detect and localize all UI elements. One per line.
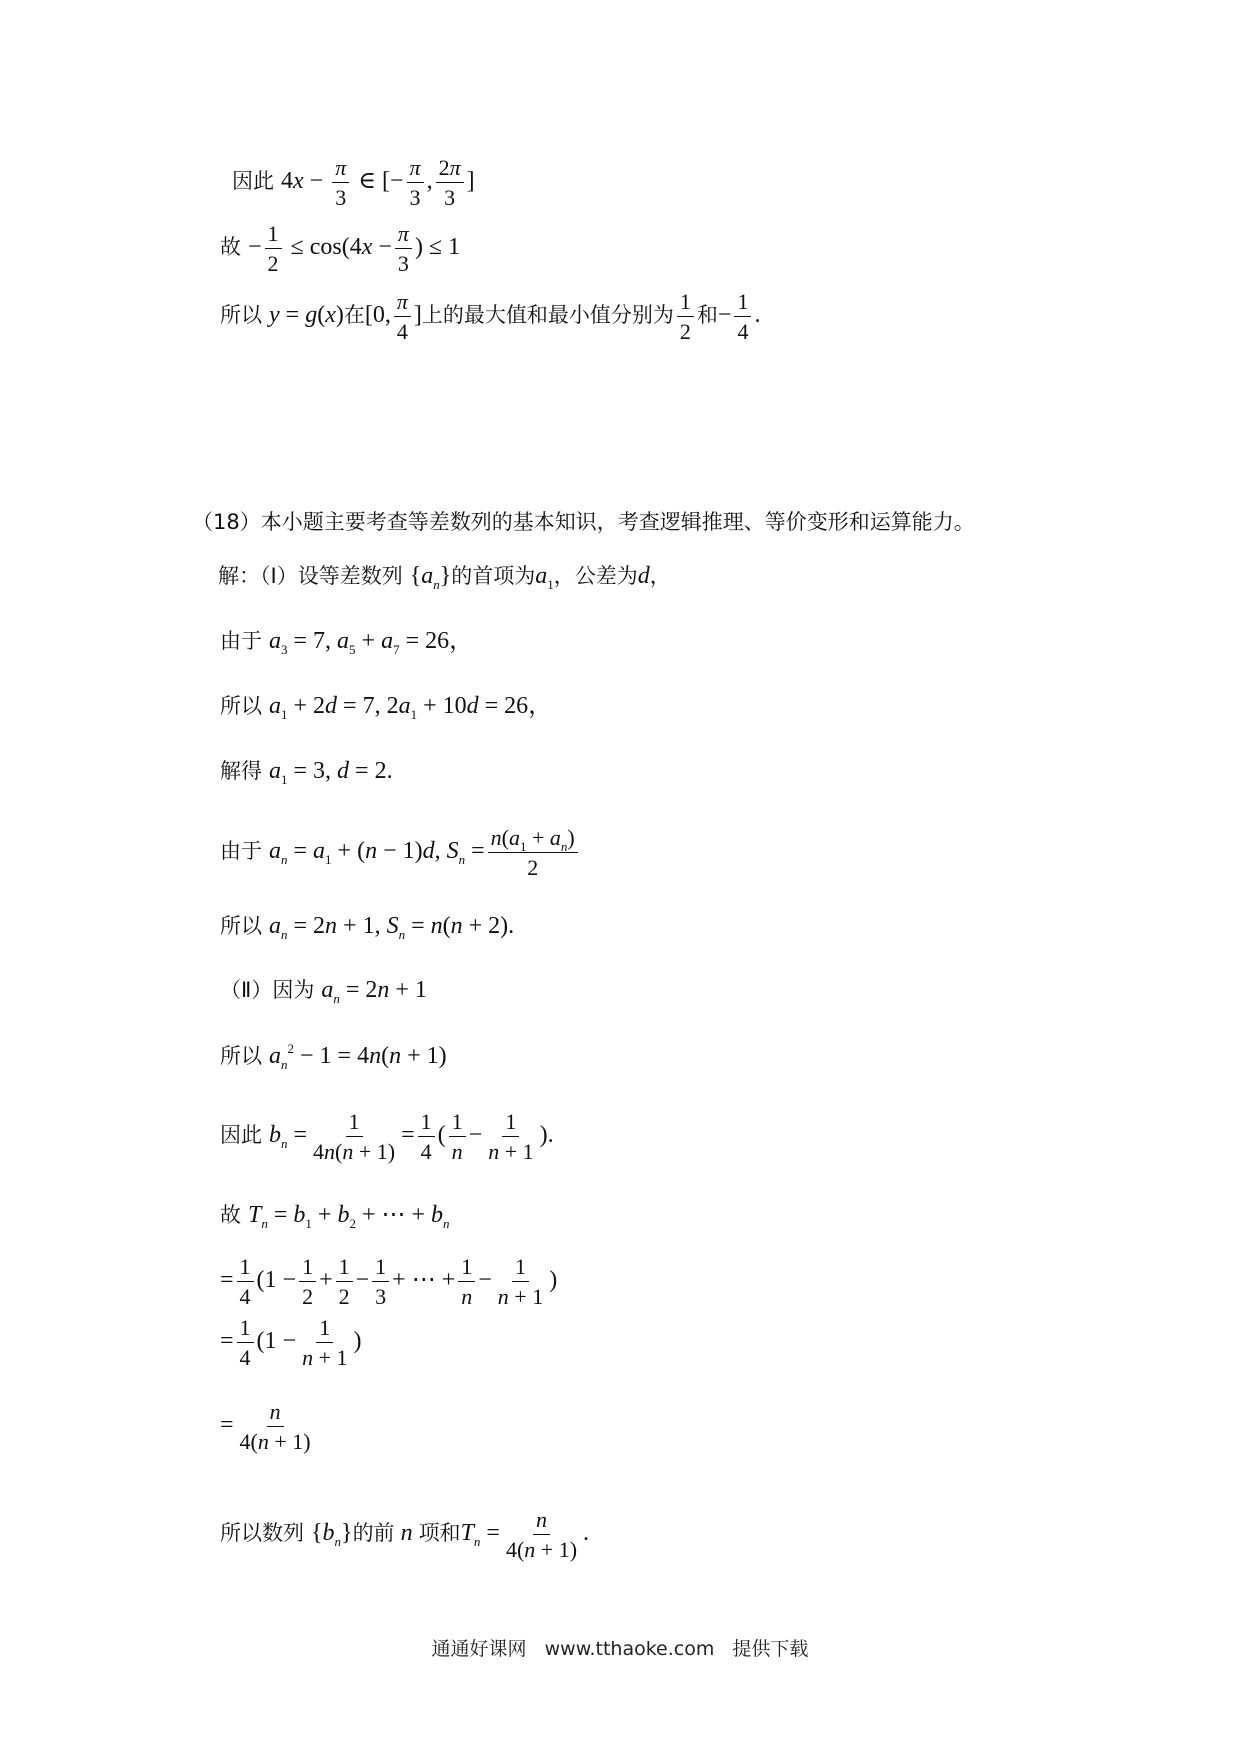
result-an-sn: 所以 $a_n = 2n + 1$, $S_n = n(n + 2)$. (220, 913, 515, 942)
problem18-header: （18）本小题主要考查等差数列的基本知识，考查逻辑推理、等价变形和运算能力。 (192, 510, 975, 534)
final-answer: 所以数列 $\{b_n\}$的前 n 项和$T_n$ = $\frac{n}{4(n + 1)}$ . (220, 1507, 590, 1563)
math-expr: − $\frac{1}{2}$ ≤ cos(4x − $\frac{\pi}{3}$ ) ≤ 1 (248, 221, 461, 277)
footer-site-name: 通通好课网 (431, 1638, 527, 1660)
tn-step2: = $\frac{1}{4}$ (1 − $\frac{1}{n + 1}$ ) (220, 1315, 362, 1371)
line-cos-bound (220, 222, 460, 275)
part2-intro: （Ⅱ）因为 $a_n = 2n + 1$ (220, 977, 427, 1006)
footer-url[interactable]: www.tthaoke.com (544, 1638, 715, 1660)
given-values: 由于 $a_3 = 7$, $a_5 + a_7 = 26$， (220, 628, 474, 657)
solution-intro: 解：（Ⅰ）设等差数列 $\{a_n\}$的首项为$a_1$，公差为d， (218, 563, 671, 592)
formula-an-sn: 由于 $a_n = a_1 + (n - 1)d$, $S_n$ = $\frac{n(a_1 + a_n)}{2}$ (220, 826, 581, 879)
text-he: 和 (696, 303, 718, 328)
line-max-min: 所以 y = g(x)在[0, $\frac{\pi}{4}$ ]上的最大值和最小值分别为 $\frac{1}{2}$ 和− $\frac{1}{4}$ . (220, 289, 761, 345)
tn-step1: = $\frac{1}{4}$ (1 − $\frac{1}{2}$ + $\frac{1}{2}$ − $\frac{1}{3}$ + ⋯ + $\frac{1}{n}$ − $\frac{1}{n + 1}$ ) (220, 1254, 558, 1310)
text-zai: 在 (343, 303, 365, 328)
tn-step3: = $\frac{n}{4(n + 1)}$ (220, 1399, 311, 1455)
text-max-min: 上的最大值和最小值分别为 (421, 303, 674, 328)
an-squared: 所以 $a_n^2 - 1 = 4n(n + 1)$ (220, 1041, 447, 1072)
footer (0, 1634, 1240, 1661)
text-yinci: 因此 (232, 169, 274, 194)
text-gu: 故 (220, 235, 241, 260)
footer-download: 提供下载 (732, 1638, 809, 1660)
system-eq: 所以 $a_1 + 2d = 7$, $2a_1 + 10d = 26$， (220, 693, 553, 722)
bn-formula: 因此 $b_n$ = $\frac{1}{4n(n + 1)}$ = $\frac{1}{4}$ ( $\frac{1}{n}$ − $\frac{1}{n + 1}$ ). (220, 1109, 554, 1165)
tn-sum: 故 $T_n = b_1 + b_2$ + ⋯ + $b_n$ (220, 1202, 450, 1231)
math-expr: 4x − $\frac{\pi}{3}$ ∈ [− $\frac{\pi}{3}$ , $\frac{2\pi}{3}$ ] (281, 155, 475, 211)
text-suoyi: 所以 (220, 303, 262, 328)
math-expr: y = g(x) (269, 302, 344, 329)
line-range-4x (232, 156, 475, 209)
solve-result: 解得 $a_1 = 3$, d = 2. (220, 758, 393, 787)
